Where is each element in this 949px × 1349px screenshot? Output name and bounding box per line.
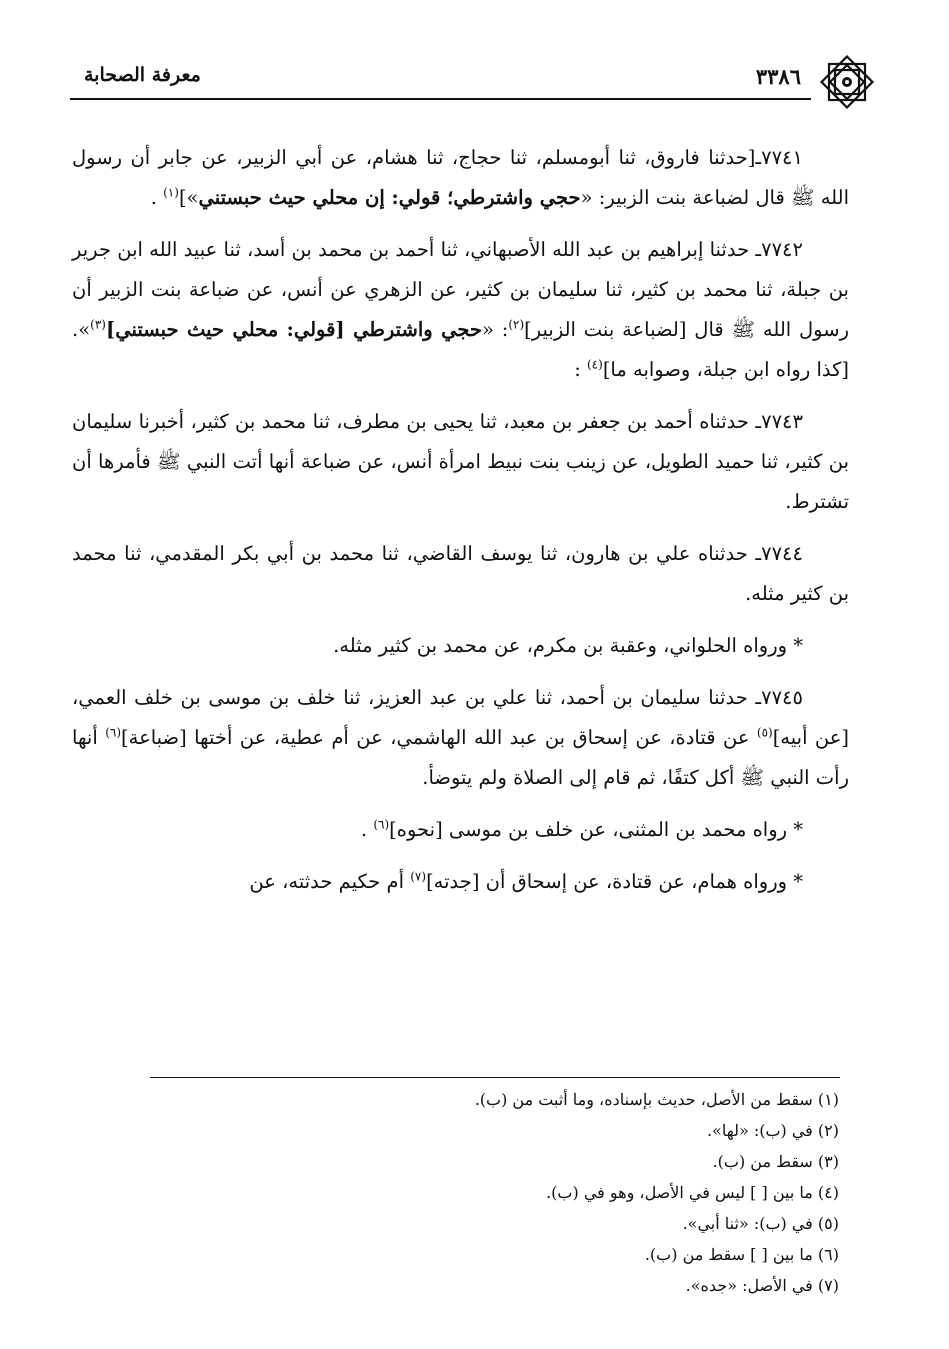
footnote-ref: (٤) <box>586 357 603 372</box>
footnote-separator <box>150 1077 840 1078</box>
footnote-item: (٥) في (ب): «ثنا أبي». <box>682 1214 839 1233</box>
main-text <box>72 138 849 914</box>
footnotes <box>110 1084 839 1301</box>
hadith-7743: ٧٧٤٣ـ حدثناه أحمد بن جعفر بن معبد، ثنا يحيى بن مطرف، ثنا محمد بن كثير، أخبرنا سليمان بن كثير، ثنا حميد الطويل، عن زينب بنت نبيط امرأة أنس، عن ضباعة أنها أتت النبي ﷺ فأمرها أن تشترط. <box>72 410 849 513</box>
quote-bold: حجي واشترطي [قولي: محلي حيث حبستني] <box>105 318 482 341</box>
footnote-ref: (٧) <box>410 869 427 884</box>
hadith-7744: ٧٧٤٤ـ حدثناه علي بن هارون، ثنا يوسف القاضي، ثنا محمد بن أبي بكر المقدمي، ثنا محمد بن كثير مثله. <box>72 542 849 605</box>
footnote-item: (٢) في (ب): «لها». <box>706 1121 839 1140</box>
header-rule <box>70 98 811 100</box>
narration-note: * ورواه الحلواني، وعقبة بن مكرم، عن محمد بن كثير مثله. <box>333 634 803 657</box>
page-number: ٣٣٨٦ <box>755 64 801 89</box>
footnote-ref: (٣) <box>90 317 106 332</box>
book-title: معرفة الصحابة <box>84 64 201 86</box>
footnote-item: (١) سقط من الأصل، حديث بإسناده، وما أثبت من (ب). <box>474 1090 839 1109</box>
quote-bold: حجي واشترطي؛ قولي: إن محلي حيث حبستني <box>198 186 581 209</box>
hadith-7745: ٧٧٤٥ـ حدثنا سليمان بن أحمد، ثنا علي بن عبد العزيز، ثنا خلف بن موسى بن خلف العمي، [عن أبيه]$^{(٥)}$ عن قتادة، عن إسحاق بن عبد الله الهاشمي، عن أم عطية، عن أختها [ضباعة]$^{(٦)}$ أنها رأت النبي ﷺ أكل كتفًا، ثم قام إلى الصلاة ولم يتوضأ. <box>72 686 849 789</box>
hadith-7742: ٧٧٤٢ـ حدثنا إبراهيم بن عبد الله الأصبهاني، ثنا أحمد بن محمد بن أسد، ثنا عبيد الله ابن جرير بن جبلة، ثنا محمد بن كثير، ثنا سليمان بن كثير، عن الزهري عن أنس، عن ضباعة بنت الزبير أن رسول الله ﷺ قال [لضباعة بنت الزبير]$^{(٢)}$: «حجي واشترطي [قولي: محلي حيث حبستني]$^{(٣)}$». [كذا رواه ابن جبلة، وصوابه ما]$^{(٤)}$ : <box>72 238 850 381</box>
footnote-ref: (٢) <box>508 317 525 332</box>
footnote-ref: (٦) <box>105 725 122 740</box>
footnote-item: (٣) سقط من (ب). <box>712 1152 839 1171</box>
hadith-7741: ٧٧٤١ـ[حدثنا فاروق، ثنا أبومسلم، ثنا حجاج، ثنا هشام، عن أبي الزبير، عن جابر أن رسول الله ﷺ قال لضباعة بنت الزبير: «حجي واشترطي؛ قولي: إن محلي حيث حبستني»]$^{(١)}$ . <box>72 146 849 209</box>
footnote-ref: (٦) <box>373 817 390 832</box>
narration-note: * رواه محمد بن المثنى، عن خلف بن موسى [نحوه]$^{(٦)}$ . <box>360 817 803 841</box>
star-ornament-icon <box>815 50 879 114</box>
footnote-item: (٦) ما بين [ ] سقط من (ب). <box>644 1245 839 1264</box>
footnote-item: (٧) في الأصل: «جده». <box>685 1276 839 1295</box>
footnote-ref: (٥) <box>756 725 773 740</box>
footnote-ref: (١) <box>163 185 179 200</box>
narration-note: * ورواه همام، عن قتادة، عن إسحاق أن [جدته]$^{(٧)}$ أم حكيم حدثته، عن <box>249 869 803 893</box>
footnote-item: (٤) ما بين [ ] ليس في الأصل، وهو في (ب). <box>546 1183 839 1202</box>
page-header <box>70 52 871 110</box>
